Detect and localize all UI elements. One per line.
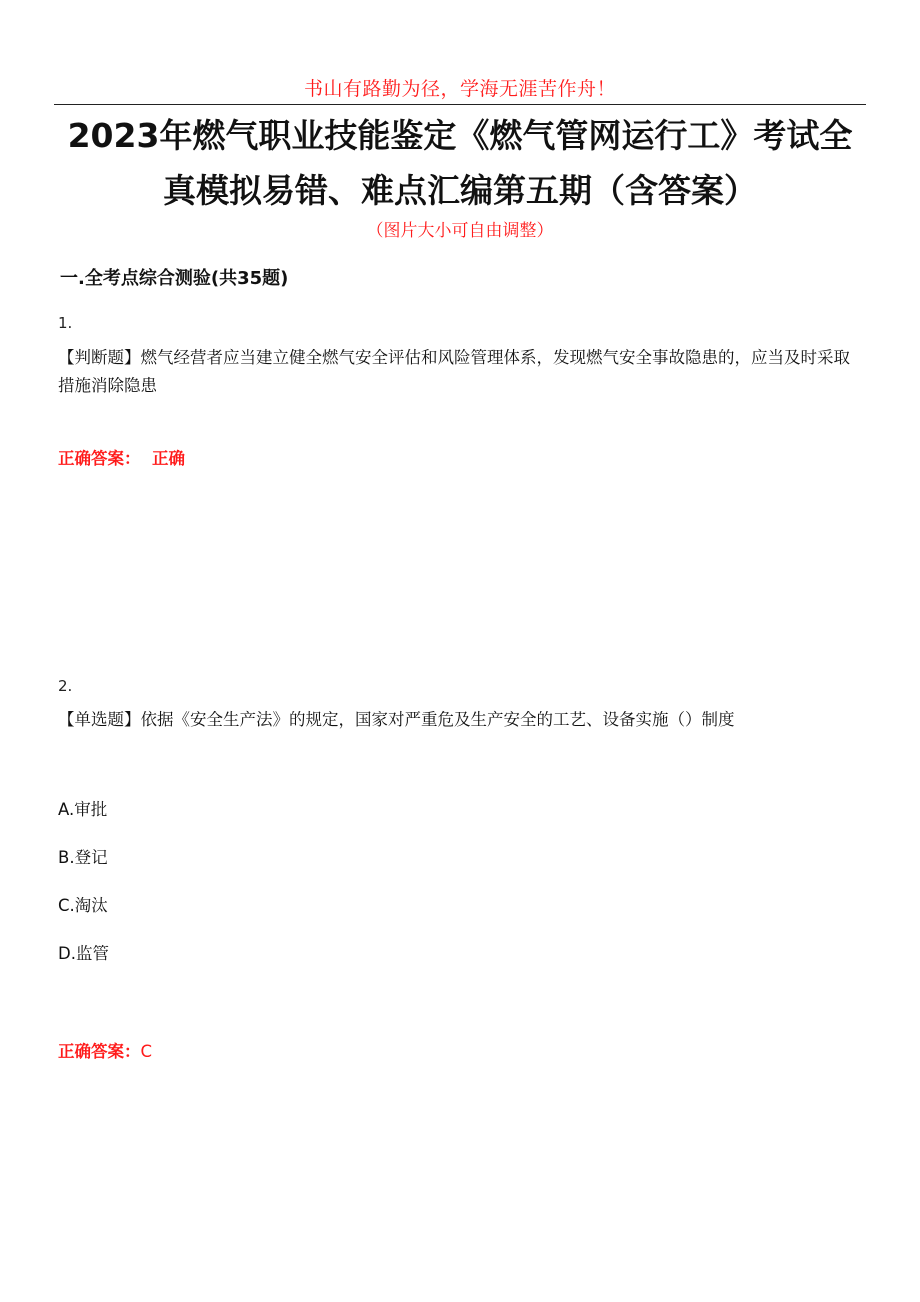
question-1-answer: [58, 445, 185, 469]
document-subtitle: （图片大小可自由调整）: [366, 221, 554, 241]
option-b: B.登记: [58, 848, 108, 867]
question-2-answer: [58, 1038, 152, 1062]
question-2-text: 【单选题】依据《安全生产法》的规定，国家对严重危及生产安全的工艺、设备实施（）制度: [58, 710, 735, 729]
question-2-number: 2.: [58, 677, 73, 695]
option-c: C.淘汰: [58, 896, 108, 915]
question-1-text: 【判断题】燃气经营者应当建立健全燃气安全评估和风险管理体系，发现燃气安全事故隐患的，应当及时采取措施消除隐患: [58, 348, 850, 395]
header-divider: [54, 104, 866, 105]
answer-label: 正确答案：: [58, 1042, 141, 1061]
question-1-number: 1.: [58, 314, 73, 332]
section-heading: 一.全考点综合测验(共35题): [60, 268, 289, 289]
document-title: 2023年燃气职业技能鉴定《燃气管网运行工》考试全真模拟易错、难点汇编第五期（含答案）: [67, 116, 853, 210]
answer-label: 正确答案：: [58, 449, 141, 468]
option-a: A.审批: [58, 800, 108, 819]
answer-value: 正确: [152, 449, 185, 468]
option-d: D.监管: [58, 944, 109, 963]
answer-value: C: [140, 1042, 153, 1061]
header-motto: 书山有路勤为径，学海无涯苦作舟！: [303, 78, 616, 100]
